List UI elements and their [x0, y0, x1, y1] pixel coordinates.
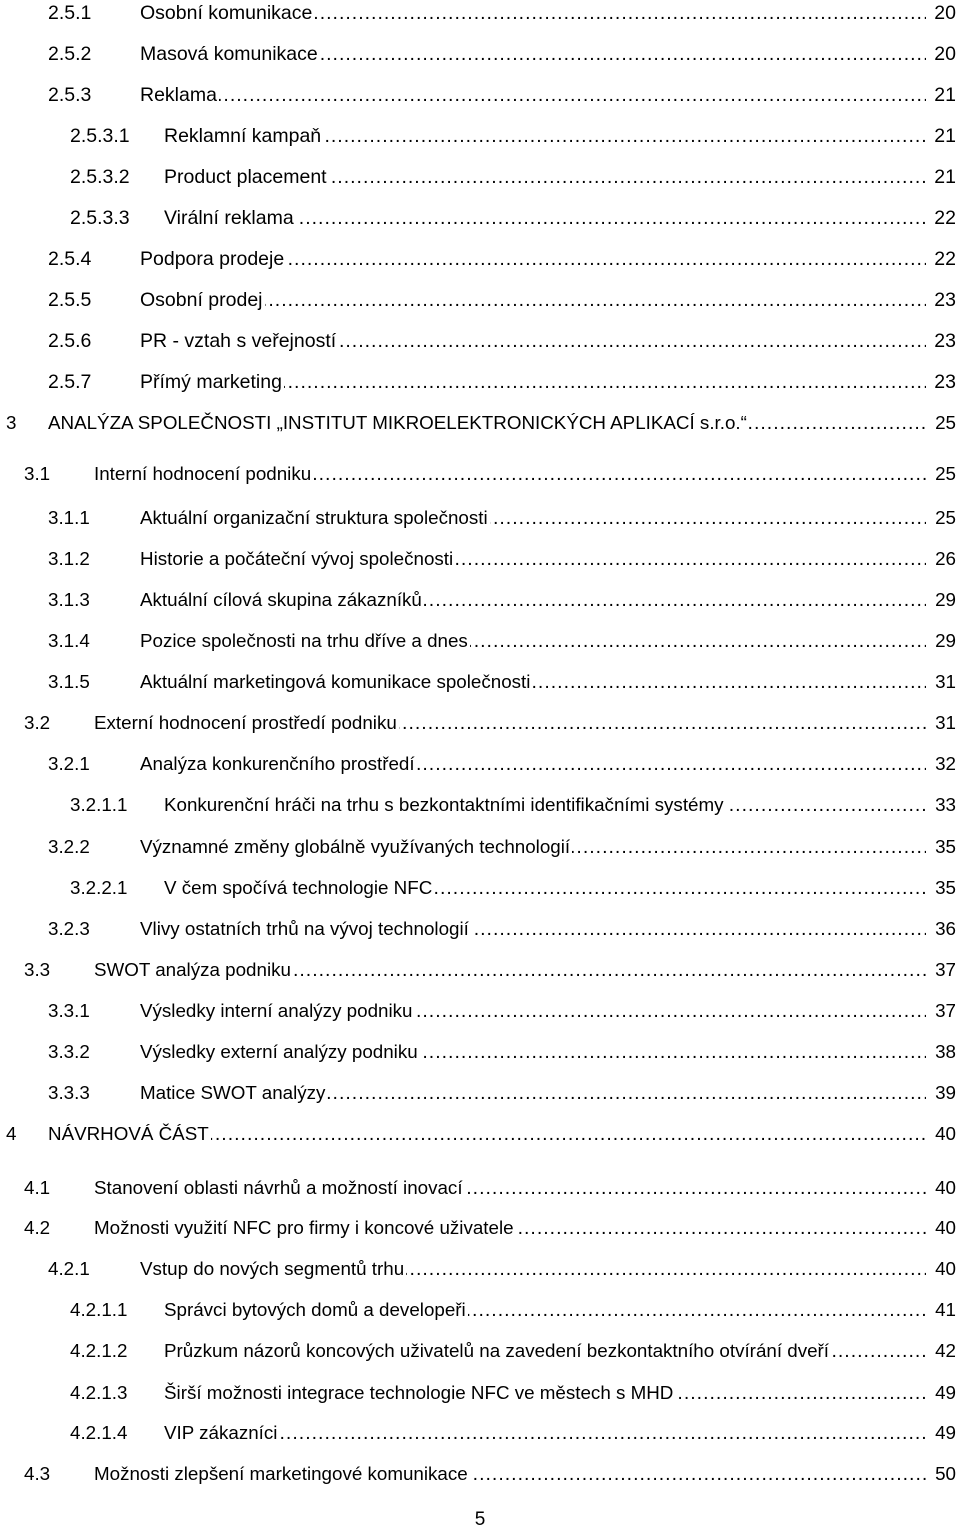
toc-entry[interactable]: [0, 123, 960, 153]
toc-entry-number: 4: [6, 1123, 17, 1144]
toc-entry-page: 40: [926, 1175, 956, 1201]
toc-entry-number: 2.5.3.2: [70, 166, 130, 188]
toc-entry-title[interactable]: NÁVRHOVÁ ČÁST: [48, 1121, 211, 1147]
toc-entry-page: 32: [926, 751, 956, 777]
toc-entry-number: 3.1.3: [48, 589, 90, 610]
toc-entry-number: 3.2.1: [48, 753, 90, 774]
toc-entry-number: 4.2: [24, 1217, 51, 1238]
toc-entry-page: 35: [926, 834, 956, 860]
toc-entry-title[interactable]: Reklamní kampaň: [164, 125, 322, 147]
toc-entry-page: 33: [926, 792, 956, 818]
toc-entry-number: 3.1.2: [48, 548, 90, 569]
toc-entry[interactable]: [0, 875, 960, 905]
toc-entry-number: 2.5.4: [48, 248, 92, 270]
toc-entry[interactable]: [0, 1338, 960, 1368]
toc-entry[interactable]: [0, 82, 960, 112]
toc-entry-title[interactable]: Masová komunikace: [140, 43, 318, 65]
toc-entry-page: 23: [926, 328, 956, 354]
toc-entry-page: 49: [926, 1380, 956, 1406]
toc-entry-number: 4.2.1.4: [70, 1422, 128, 1443]
toc-entry[interactable]: [0, 1461, 960, 1491]
toc-entry-page: 36: [926, 916, 956, 942]
toc-entry-page: 31: [926, 669, 956, 695]
toc-entry-number: 2.5.2: [48, 43, 92, 65]
toc-entry-page: 26: [926, 546, 956, 572]
toc-entry[interactable]: [0, 587, 960, 617]
page-number: 5: [474, 1509, 486, 1530]
toc-entry-number: 3.3.2: [48, 1041, 90, 1062]
toc-entry-title[interactable]: Výsledky externí analýzy podniku: [140, 1039, 420, 1065]
toc-entry-page: 25: [926, 410, 956, 436]
toc-entry-number: 3.1.4: [48, 630, 90, 651]
toc-entry-page: 20: [926, 0, 956, 26]
toc-entry[interactable]: [0, 461, 960, 491]
toc-entry-page: 50: [926, 1461, 956, 1487]
toc-entry-page: 20: [926, 41, 956, 67]
toc-entry-title[interactable]: Analýza konkurenčního prostředí: [140, 751, 417, 777]
toc-entry-title[interactable]: Výsledky interní analýzy podniku: [140, 998, 414, 1024]
toc-entry-page: 21: [926, 164, 956, 190]
toc-entry-number: 4.2.1.3: [70, 1382, 128, 1403]
toc-entry[interactable]: [0, 998, 960, 1028]
toc-entry-title[interactable]: Matice SWOT analýzy: [140, 1080, 327, 1106]
toc-entry[interactable]: [0, 1420, 960, 1450]
toc-entry-page: 35: [926, 875, 956, 901]
toc-entry-title[interactable]: Historie a počáteční vývoj společnosti: [140, 546, 455, 572]
toc-entry-title[interactable]: Stanovení oblasti návrhů a možností inovací: [94, 1175, 465, 1201]
toc-entry-page: 42: [926, 1338, 956, 1364]
toc-entry-title[interactable]: Konkurenční hráči na trhu s bezkontaktními identifikačními systémy: [164, 792, 726, 818]
toc-entry-number: 2.5.3: [48, 84, 92, 106]
toc-entry[interactable]: [0, 751, 960, 781]
toc-entry-page: 29: [926, 628, 956, 654]
toc-entry[interactable]: [0, 0, 960, 30]
toc-entry-number: 2.5.6: [48, 330, 92, 352]
toc-entry[interactable]: [0, 246, 960, 276]
toc-entry-title[interactable]: Interní hodnocení podniku: [94, 461, 313, 487]
toc-entry[interactable]: [0, 1121, 960, 1151]
toc-entry[interactable]: [0, 1175, 960, 1205]
toc-entry-title[interactable]: ANALÝZA SPOLEČNOSTI „INSTITUT MIKROELEKTRONICKÝCH APLIKACÍ s.r.o.“: [48, 410, 749, 436]
toc-entry-title[interactable]: Pozice společnosti na trhu dříve a dnes: [140, 628, 470, 654]
toc-entry[interactable]: [0, 792, 960, 822]
toc-entry-number: 2.5.5: [48, 289, 92, 311]
toc-entry-number: 3.3.3: [48, 1082, 90, 1103]
toc-entry-title[interactable]: Aktuální organizační struktura společnosti: [140, 505, 490, 531]
toc-entry[interactable]: [0, 669, 960, 699]
toc-entry-title[interactable]: Product placement: [164, 166, 327, 188]
toc-entry-number: 3: [6, 412, 17, 433]
toc-entry[interactable]: [0, 628, 960, 658]
toc-entry-page: 22: [926, 205, 956, 231]
toc-entry-number: 3.1: [24, 463, 51, 484]
toc-entry-number: 4.3: [24, 1463, 51, 1484]
toc-entry-title[interactable]: Reklama: [140, 84, 217, 106]
toc-entry-number: 2.5.1: [48, 2, 92, 24]
toc-entry[interactable]: [0, 1215, 960, 1245]
toc-entry[interactable]: [0, 1380, 960, 1410]
toc-entry[interactable]: [0, 505, 960, 535]
toc-entry[interactable]: [0, 205, 960, 235]
toc-entry-number: 3.2.1.1: [70, 794, 128, 815]
toc-entry[interactable]: [0, 546, 960, 576]
toc-entry-title[interactable]: Správci bytových domů a developeři: [164, 1297, 468, 1323]
toc-entry-title[interactable]: Průzkum názorů koncových uživatelů na zavedení bezkontaktního otvírání dveří: [164, 1338, 831, 1364]
toc-entry-title[interactable]: Širší možnosti integrace technologie NFC ve městech s MHD: [164, 1380, 675, 1406]
toc-entry[interactable]: [0, 710, 960, 740]
toc-entry[interactable]: [0, 957, 960, 987]
toc-entry-title[interactable]: Možnosti zlepšení marketingové komunikace: [94, 1461, 470, 1487]
toc-entry-page: 38: [926, 1039, 956, 1065]
toc-entry[interactable]: [0, 369, 960, 399]
toc-entry-page: 40: [926, 1121, 956, 1147]
toc-entry-title[interactable]: SWOT analýza podniku: [94, 957, 293, 983]
toc-entry-number: 3.2.2: [48, 836, 90, 857]
toc-entry-page: 40: [926, 1256, 956, 1282]
toc-entry-page: 29: [926, 587, 956, 613]
toc-entry-number: 2.5.7: [48, 371, 92, 393]
toc-entry-number: 4.2.1.1: [70, 1299, 128, 1320]
toc-entry-title[interactable]: PR - vztah s veřejností: [140, 330, 337, 352]
toc-entry-page: 22: [926, 246, 956, 272]
toc-entry-page: 31: [926, 710, 956, 736]
toc-entry-number: 3.2: [24, 712, 51, 733]
toc-entry[interactable]: [0, 328, 960, 358]
toc-entry-title[interactable]: Vstup do nových segmentů trhu: [140, 1256, 406, 1282]
toc-entry-number: 3.1.5: [48, 671, 90, 692]
toc-entry-title[interactable]: Významné změny globálně využívaných technologií: [140, 834, 572, 860]
toc-entry-number: 4.2.1.2: [70, 1340, 128, 1361]
toc-entry-title[interactable]: V čem spočívá technologie NFC: [164, 875, 434, 901]
toc-entry-page: 37: [926, 957, 956, 983]
toc-entry-page: 37: [926, 998, 956, 1024]
toc-entry-title[interactable]: Virální reklama: [164, 207, 294, 229]
toc-entry-number: 2.5.3.1: [70, 125, 130, 147]
toc-entry-page: 40: [926, 1215, 956, 1241]
toc-entry-number: 4.1: [24, 1177, 51, 1198]
toc-entry[interactable]: [0, 1080, 960, 1110]
toc-entry-number: 3.3.1: [48, 1000, 90, 1021]
toc-entry[interactable]: [0, 41, 960, 71]
toc-entry-leader-dots: [140, 82, 926, 108]
toc-entry[interactable]: [0, 834, 960, 864]
toc-entry[interactable]: [0, 1039, 960, 1069]
toc-entry-page: 39: [926, 1080, 956, 1106]
toc-entry-title[interactable]: Aktuální cílová skupina zákazníků: [140, 587, 424, 613]
toc-entry-number: 4.2.1: [48, 1258, 90, 1279]
toc-entry[interactable]: [0, 1256, 960, 1286]
toc-entry-page: 25: [926, 461, 956, 487]
toc-entry[interactable]: [0, 916, 960, 946]
toc-entry-number: 3.1.1: [48, 507, 90, 528]
toc-entry-page: 41: [926, 1297, 956, 1323]
toc-entry-page: 25: [926, 505, 956, 531]
toc-entry-title[interactable]: Podpora prodeje: [140, 248, 285, 270]
toc-entry[interactable]: [0, 410, 960, 440]
toc-entry-title[interactable]: Externí hodnocení prostředí podniku: [94, 710, 399, 736]
toc-entry-title[interactable]: Přímý marketing: [140, 371, 282, 393]
toc-entry-number: 3.2.2.1: [70, 877, 128, 898]
toc-entry-title[interactable]: Osobní prodej: [140, 289, 263, 311]
toc-entry-title[interactable]: Vlivy ostatních trhů na vývoj technologií: [140, 916, 471, 942]
toc-entry-page: 23: [926, 369, 956, 395]
toc-entry-page: 21: [926, 123, 956, 149]
toc-entry-title[interactable]: Osobní komunikace: [140, 2, 313, 24]
toc-entry-page: 23: [926, 287, 956, 313]
toc-entry[interactable]: [0, 164, 960, 194]
toc-entry-number: 3.2.3: [48, 918, 90, 939]
toc-entry-number: 2.5.3.3: [70, 207, 130, 229]
toc-entry-page: 21: [926, 82, 956, 108]
toc-entry-title[interactable]: VIP zákazníci: [164, 1420, 279, 1446]
toc-entry[interactable]: [0, 1297, 960, 1327]
toc-entry[interactable]: [0, 287, 960, 317]
toc-entry-number: 3.3: [24, 959, 51, 980]
toc-entry-page: 49: [926, 1420, 956, 1446]
toc-entry-title[interactable]: Možnosti využití NFC pro firmy i koncové uživatele: [94, 1215, 516, 1241]
toc-entry-title[interactable]: Aktuální marketingová komunikace společnosti: [140, 669, 532, 695]
